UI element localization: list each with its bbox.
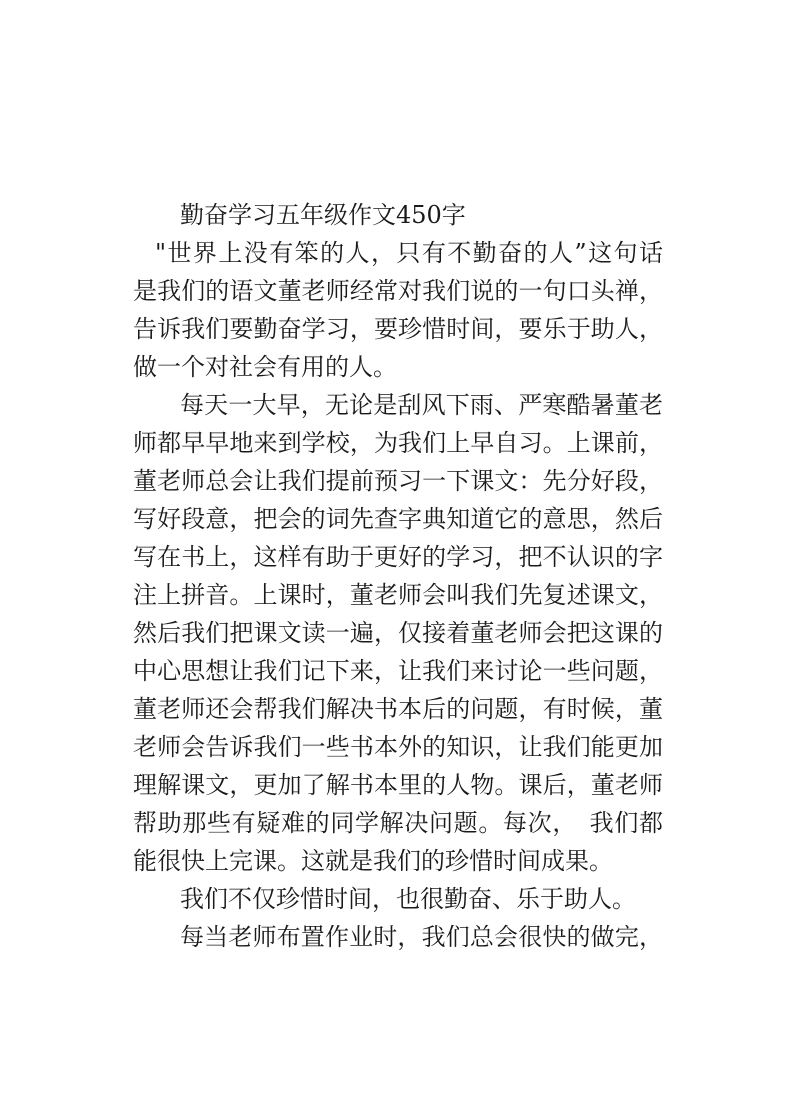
essay-body [133, 196, 663, 956]
essay-title: 勤奋学习五年级作文450字 [180, 201, 466, 229]
text-line: 写在书上，这样有助于更好的学习，把不认识的字 [133, 543, 663, 571]
text-line: 董老师总会让我们提前预习一下课文：先分好段， [133, 467, 663, 495]
text-line: 写好段意，把会的词先查字典知道它的意思，然后 [133, 505, 663, 533]
text-line: 注上拼音。上课时，董老师会叫我们先复述课文， [133, 581, 663, 609]
text-line: 每天一大早，无论是刮风下雨、严寒酷暑董老 [180, 391, 663, 419]
text-line: 中心思想让我们记下来，让我们来讨论一些问题， [133, 657, 663, 685]
text-line: 师都早早地来到学校，为我们上早自习。上课前， [133, 429, 663, 457]
text-line: 老师会告诉我们一些书本外的知识，让我们能更加 [133, 733, 663, 761]
text-line: 帮助那些有疑难的同学解决问题。每次， 我们都 [133, 809, 663, 837]
text-line: 能很快上完课。这就是我们的珍惜时间成果。 [133, 847, 613, 875]
text-line: 是我们的语文董老师经常对我们说的一句口头禅， [133, 277, 663, 305]
text-line: 告诉我们要勤奋学习，要珍惜时间，要乐于助人， [133, 315, 663, 343]
text-line: 我们不仅珍惜时间，也很勤奋、乐于助人。 [180, 885, 636, 913]
text-line: 理解课文，更加了解书本里的人物。课后，董老师 [133, 771, 663, 799]
text-line: 然后我们把课文读一遍，仅接着董老师会把这课的 [133, 619, 663, 647]
text-line: "世界上没有笨的人，只有不勤奋的人”这句话 [155, 239, 663, 267]
text-line: 董老师还会帮我们解决书本后的问题，有时候，董 [133, 695, 663, 723]
text-line: 做一个对社会有用的人。 [133, 353, 397, 381]
text-line: 每当老师布置作业时，我们总会很快的做完， [180, 923, 663, 951]
